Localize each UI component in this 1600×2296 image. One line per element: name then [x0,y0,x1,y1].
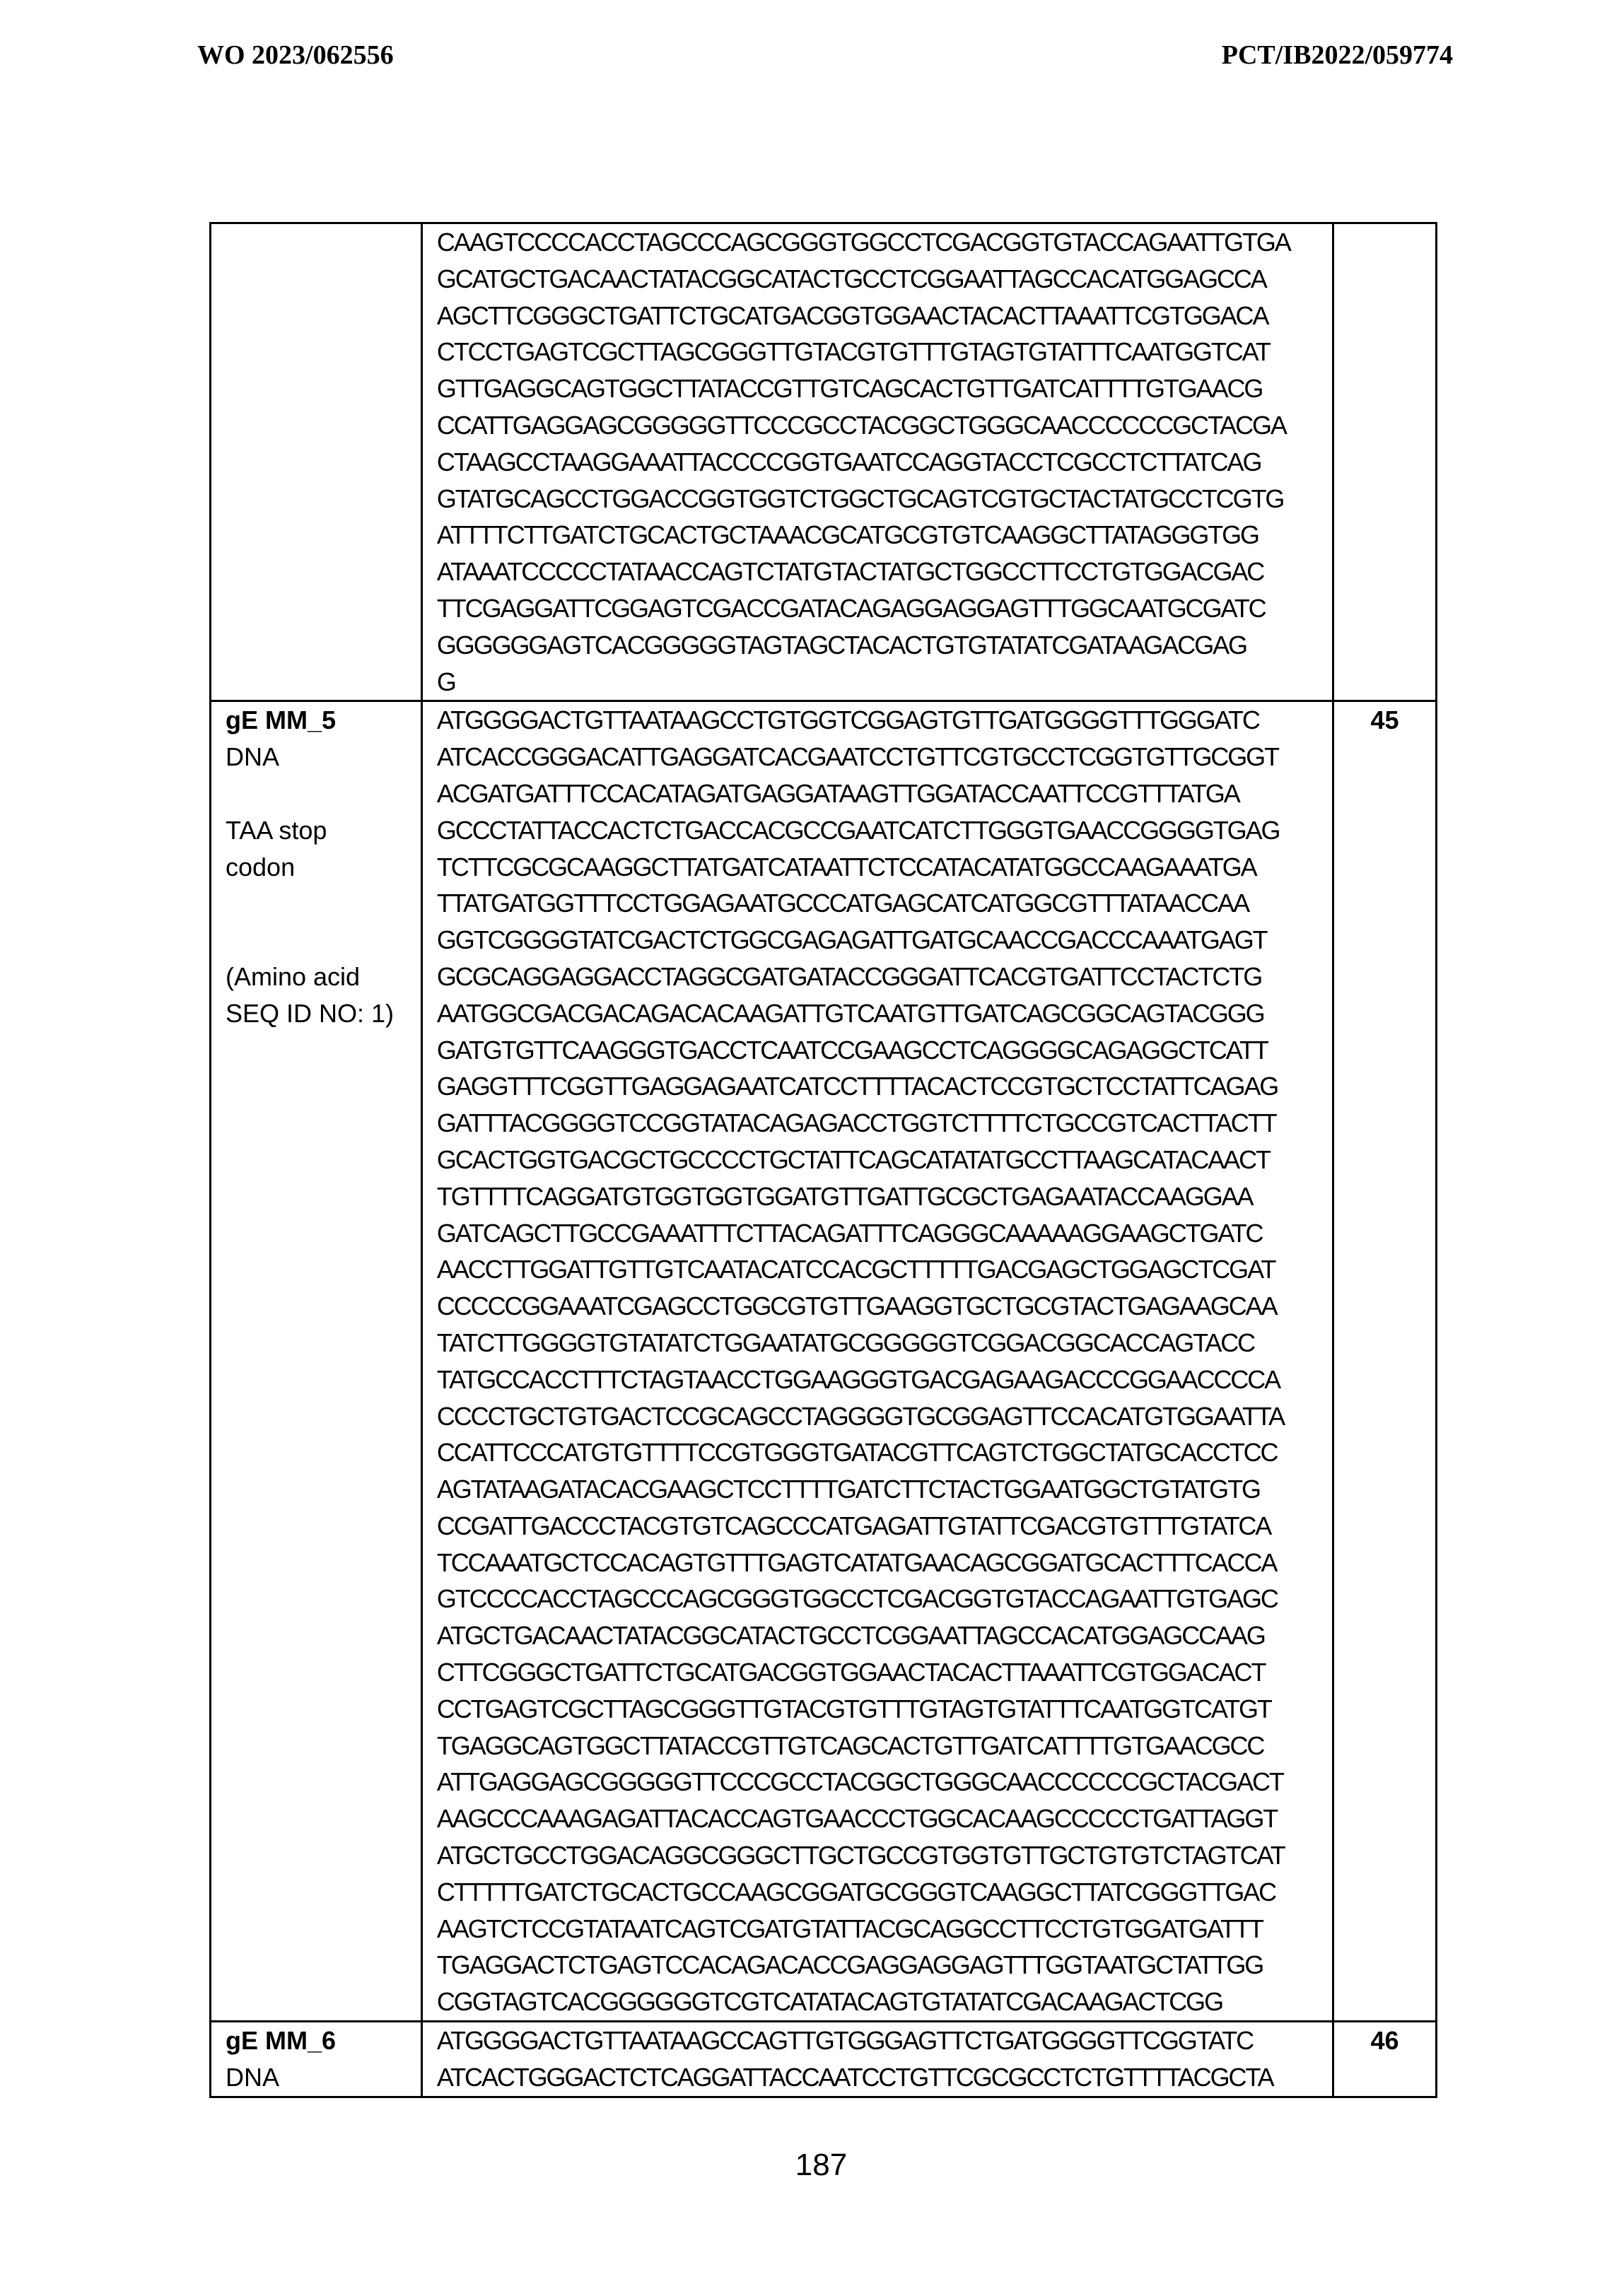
sequence-line: ATGCTGCCTGGACAGGCGGGCTTGCTGCCGTGGTGTTGCTGTGTCTAGTCAT [437,1837,1332,1874]
sequence-line: AAGCCCAAAGAGATTACACCAGTGAACCCTGGCACAAGCCCCCTGATTAGGT [437,1800,1332,1837]
sequence-line: TATCTTGGGGTGTATATCTGGAATATGCGGGGGTCGGACGGCACCAGTACC [437,1325,1332,1361]
sequence-cell [421,223,1333,701]
sequence-label-cell [211,223,422,701]
sequence-line: GATTTACGGGGTCCGGTATACAGAGACCTGGTCTTTTCTGCCGTCACTTACTT [437,1105,1332,1142]
sequence-cell [421,2022,1333,2097]
seq-id-cell [1333,701,1437,2022]
sequence-label-cell [211,701,422,2022]
sequence-line: GGGGGGAGTCACGGGGGTAGTAGCTACACTGTGTATATCGATAAGACGAG [437,627,1332,664]
sequence-line: G [437,664,1332,701]
sequence-line: GTTGAGGCAGTGGCTTATACCGTTGTCAGCACTGTTGATCATTTTGTGAACG [437,370,1332,407]
sequence-line: CCCCTGCTGTGACTCCGCAGCCTAGGGGTGCGGAGTTCCACATGTGGAATTA [437,1398,1332,1435]
sequence-line: GATGTGTTCAAGGGTGACCTCAATCCGAAGCCTCAGGGGCAGAGGCTCATT [437,1032,1332,1069]
sequence-line: CCATTGAGGAGCGGGGGTTCCCGCCTACGGCTGGGCAACCCCCCGCTACGA [437,407,1332,444]
sequence-line: TTCGAGGATTCGGAGTCGACCGATACAGAGGAGGAGTTTGGCAATGCGATC [437,590,1332,627]
sequence-line: CTTCGGGCTGATTCTGCATGACGGTGGAACTACACTTAAATTCGTGGACACT [437,1654,1332,1691]
sequence-description-line [226,922,421,959]
sequence-line: ATCACCGGGACATTGAGGATCACGAATCCTGTTCGTGCCTCGGTGTTGCGGT [437,739,1332,775]
sequence-line: CGGTAGTCACGGGGGGTCGTCATATACAGTGTATATCGACAAGACTCGG [437,1984,1332,2020]
sequence-line: GAGGTTTCGGTTGAGGAGAATCATCCTTTTACACTCCGTGCTCCTATTCAGAG [437,1068,1332,1105]
sequence-line: ATTTTCTTGATCTGCACTGCTAAACGCATGCGTGTCAAGGCTTATAGGGTGG [437,517,1332,554]
sequence-description-line: (Amino acid [226,959,421,995]
sequence-line: CTAAGCCTAAGGAAATTACCCCGGTGAATCCAGGTACCTCGCCTCTTATCAG [437,444,1332,481]
sequence-line: AGCTTCGGGCTGATTCTGCATGACGGTGGAACTACACTTAAATTCGTGGACA [437,298,1332,334]
sequence-name: gE MM_6 [226,2022,421,2059]
sequence-line: CCCCCGGAAATCGAGCCTGGCGTGTTGAAGGTGCTGCGTACTGAGAAGCAA [437,1288,1332,1325]
sequence-table-body [211,223,1437,2097]
publication-number: WO 2023/062556 [197,40,394,71]
sequence-line: GCATGCTGACAACTATACGGCATACTGCCTCGGAATTAGCCACATGGAGCCA [437,261,1332,298]
application-number: PCT/IB2022/059774 [1222,40,1453,71]
sequence-line: CAAGTCCCCACCTAGCCCAGCGGGTGGCCTCGACGGTGTACCAGAATTGTGA [437,224,1332,261]
seq-id-number: 45 [1334,702,1435,739]
seq-id-cell [1333,2022,1437,2097]
sequence-description-line: DNA [226,739,421,775]
sequence-label-cell [211,2022,422,2097]
sequence-name: gE MM_5 [226,702,421,739]
sequence-line: ATTGAGGAGCGGGGGTTCCCGCCTACGGCTGGGCAACCCCCCGCTACGACT [437,1764,1332,1800]
sequence-line: CCATTCCCATGTGTTTTCCGTGGGTGATACGTTCAGTCTGGCTATGCACCTCC [437,1434,1332,1471]
sequence-description-line: SEQ ID NO: 1) [226,995,421,1032]
sequence-line: GCACTGGTGACGCTGCCCCTGCTATTCAGCATATATGCCTTAAGCATACAACT [437,1142,1332,1178]
sequence-line: TGTTTTCAGGATGTGGTGGTGGATGTTGATTGCGCTGAGAATACCAAGGAA [437,1178,1332,1215]
sequence-line: ATGGGGACTGTTAATAAGCCTGTGGTCGGAGTGTTGATGGGGTTTGGGATC [437,702,1332,739]
sequence-line: GTATGCAGCCTGGACCGGTGGTCTGGCTGCAGTCGTGCTACTATGCCTCGTG [437,481,1332,517]
sequence-line: CTCCTGAGTCGCTTAGCGGGTTGTACGTGTTTGTAGTGTATTTCAATGGTCAT [437,334,1332,370]
sequence-line: TCTTCGCGCAAGGCTTATGATCATAATTCTCCATACATATGGCCAAGAAATGA [437,849,1332,886]
sequence-line: TGAGGCAGTGGCTTATACCGTTGTCAGCACTGTTGATCATTTTGTGAACGCC [437,1728,1332,1764]
sequence-line: GCCCTATTACCACTCTGACCACGCCGAATCATCTTGGGTGAACCGGGGTGAG [437,812,1332,849]
sequence-description-line: codon [226,849,421,886]
sequence-line: ATGCTGACAACTATACGGCATACTGCCTCGGAATTAGCCACATGGAGCCAAG [437,1617,1332,1654]
page-number: 187 [0,2148,1600,2183]
seq-id-cell [1333,223,1437,701]
sequence-line: ACGATGATTTCCACATAGATGAGGATAAGTTGGATACCAATTCCGTTTATGA [437,775,1332,812]
sequence-line: AGTATAAGATACACGAAGCTCCTTTTGATCTTCTACTGGAATGGCTGTATGTG [437,1471,1332,1508]
sequence-line: CCGATTGACCCTACGTGTCAGCCCATGAGATTGTATTCGACGTGTTTGTATCA [437,1508,1332,1545]
table-row [211,701,1437,2022]
table-row [211,223,1437,701]
sequence-line: ATCACTGGGACTCTCAGGATTACCAATCCTGTTCGCGCCTCTGTTTTACGCTA [437,2059,1332,2096]
sequence-description-line [226,775,421,812]
sequence-line: TGAGGACTCTGAGTCCACAGACACCGAGGAGGAGTTTGGTAATGCTATTGG [437,1947,1332,1984]
sequence-description-line: TAA stop [226,812,421,849]
sequence-line: CTTTTTGATCTGCACTGCCAAGCGGATGCGGGTCAAGGCTTATCGGGTTGAC [437,1874,1332,1911]
sequence-line: AAGTCTCCGTATAATCAGTCGATGTATTACGCAGGCCTTCCTGTGGATGATTT [437,1911,1332,1948]
sequence-line: ATAAATCCCCCTATAACCAGTCTATGTACTATGCTGGCCTTCCTGTGGACGAC [437,554,1332,590]
sequence-line: GCGCAGGAGGACCTAGGCGATGATACCGGGATTCACGTGATTCCTACTCTG [437,959,1332,995]
sequence-line: TATGCCACCTTTCTAGTAACCTGGAAGGGTGACGAGAAGACCCGGAACCCCA [437,1361,1332,1398]
sequence-line: TCCAAATGCTCCACAGTGTTTGAGTCATATGAACAGCGGATGCACTTTCACCA [437,1545,1332,1581]
table-row [211,2022,1437,2097]
sequence-line: AATGGCGACGACAGACACAAGATTGTCAATGTTGATCAGCGGCAGTACGGG [437,995,1332,1032]
sequence-description-line [226,885,421,922]
sequence-cell [421,701,1333,2022]
sequence-description-line: DNA [226,2059,421,2096]
sequence-line: TTATGATGGTTTCCTGGAGAATGCCCATGAGCATCATGGCGTTTATAACCAA [437,885,1332,922]
sequence-table [209,222,1437,2098]
sequence-line: AACCTTGGATTGTTGTCAATACATCCACGCTTTTTGACGAGCTGGAGCTCGAT [437,1251,1332,1288]
sequence-line: GGTCGGGGTATCGACTCTGGCGAGAGATTGATGCAACCGACCCAAATGAGT [437,922,1332,959]
sequence-line: CCTGAGTCGCTTAGCGGGTTGTACGTGTTTGTAGTGTATTTCAATGGTCATGT [437,1691,1332,1728]
sequence-line: ATGGGGACTGTTAATAAGCCAGTTGTGGGAGTTCTGATGGGGTTCGGTATC [437,2022,1332,2059]
seq-id-number: 46 [1334,2022,1435,2059]
sequence-line: GTCCCCACCTAGCCCAGCGGGTGGCCTCGACGGTGTACCAGAATTGTGAGC [437,1581,1332,1617]
sequence-line: GATCAGCTTGCCGAAATTTCTTACAGATTTCAGGGCAAAAAGGAAGCTGATC [437,1215,1332,1252]
